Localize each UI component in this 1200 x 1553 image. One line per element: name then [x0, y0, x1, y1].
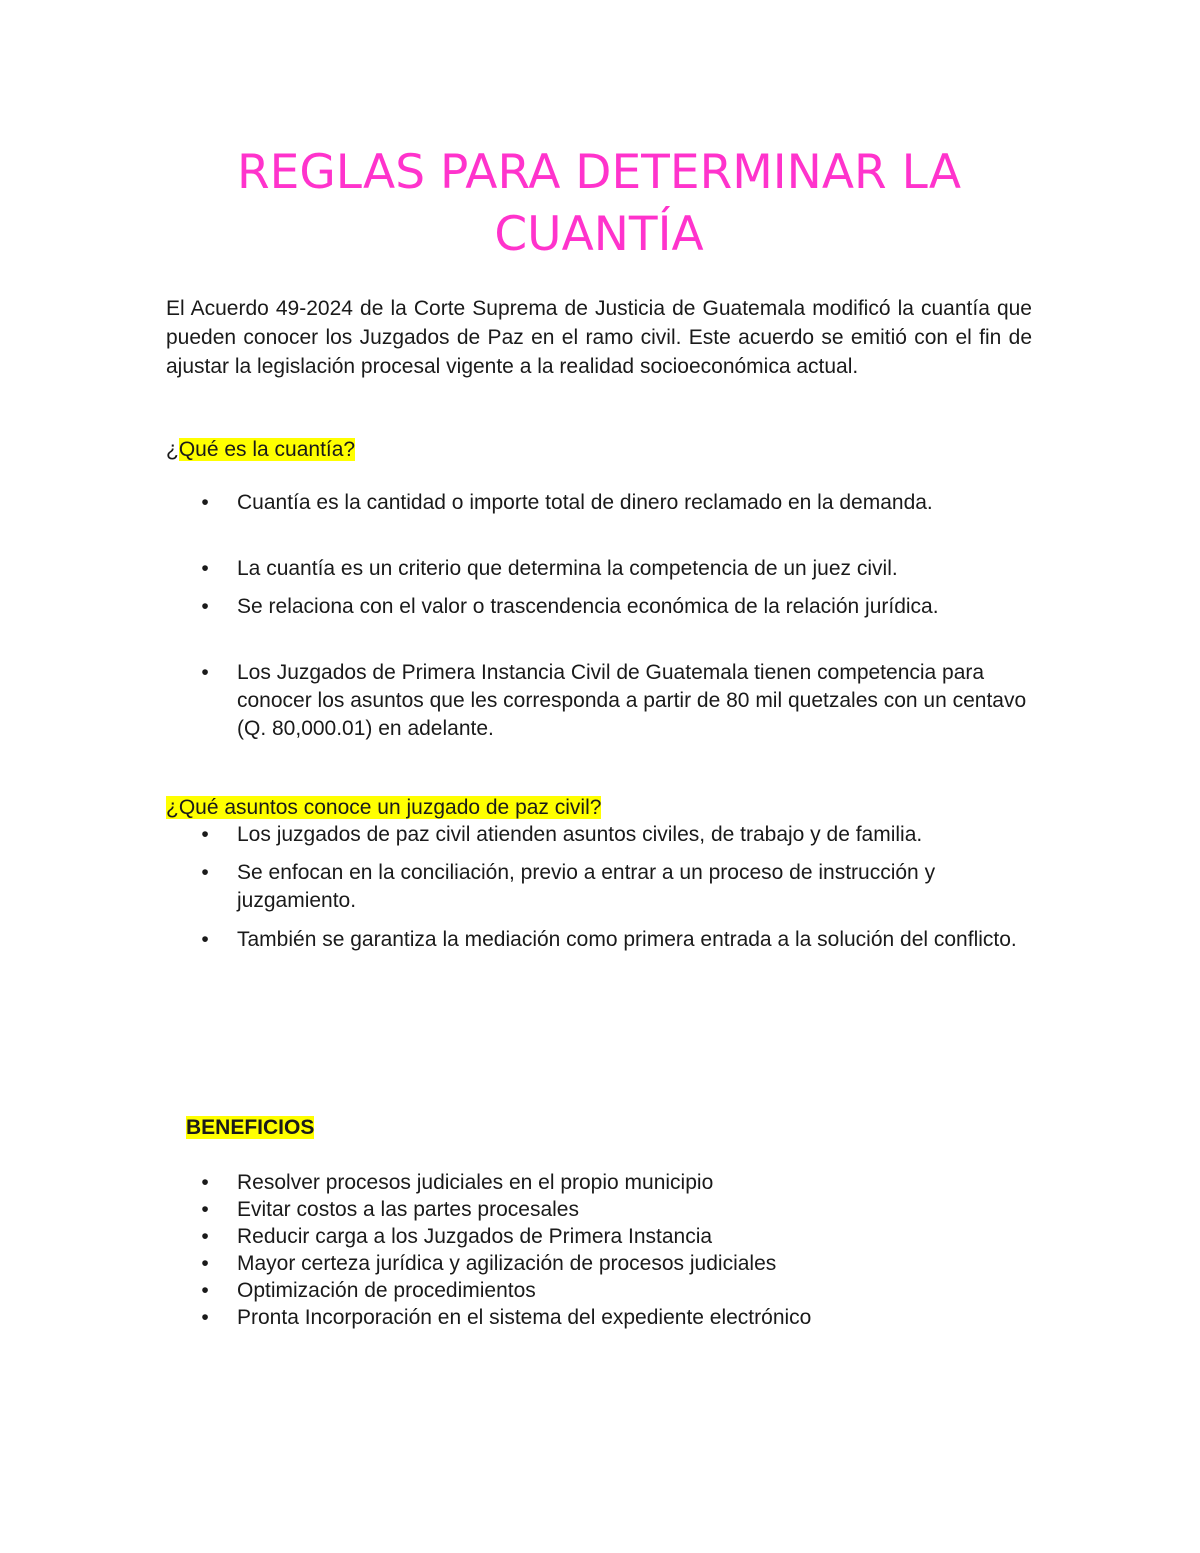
bullet-icon: •	[201, 1171, 209, 1194]
list-item-text: Mayor certeza jurídica y agilización de procesos judiciales	[237, 1252, 777, 1275]
list-item-text: Los Juzgados de Primera Instancia Civil de Guatemala tienen competencia para conocer los asuntos que les corresponda a partir de 80 mil quetzales con un centavo (Q. 80,000.01) en adelante.	[237, 661, 1027, 740]
bullet-icon: •	[201, 1252, 209, 1275]
list-item-text: Los juzgados de paz civil atienden asuntos civiles, de trabajo y de familia.	[237, 823, 923, 846]
list-item-text: También se garantiza la mediación como primera entrada a la solución del conflicto.	[237, 928, 1017, 951]
section1-question-highlight: Qué es la cuantía?	[178, 438, 356, 461]
bullet-icon: •	[201, 557, 209, 580]
list-item-text: Optimización de procedimientos	[237, 1279, 536, 1302]
bullet-icon: •	[201, 1198, 209, 1221]
list-item-text: Cuantía es la cantidad o importe total de dinero reclamado en la demanda.	[237, 491, 933, 514]
bullet-icon: •	[201, 661, 209, 684]
list-item-text: Evitar costos a las partes procesales	[237, 1198, 579, 1221]
section1-question	[166, 436, 355, 464]
list-item-text: Reducir carga a los Juzgados de Primera Instancia	[237, 1225, 713, 1248]
document-title: REGLAS PARA DETERMINAR LA CUANTÍA	[237, 145, 961, 262]
list-item-text: Se relaciona con el valor o trascendencia económica de la relación jurídica.	[237, 595, 939, 618]
benefits-heading	[186, 1114, 314, 1142]
list-item-text: Pronta Incorporación en el sistema del expediente electrónico	[237, 1306, 812, 1329]
bullet-icon: •	[201, 1279, 209, 1302]
benefits-heading-highlight: BENEFICIOS	[186, 1116, 315, 1139]
section2-question-highlight: ¿Qué asuntos conoce un juzgado de paz civil?	[166, 796, 602, 819]
bullet-icon: •	[201, 1306, 209, 1329]
bullet-icon: •	[201, 928, 209, 951]
bullet-icon: •	[201, 491, 209, 514]
intro-paragraph: El Acuerdo 49-2024 de la Corte Suprema de Justicia de Guatemala modificó la cuantía que pueden conocer los Juzgados de Paz en el ramo civil. Este acuerdo se emitió con el fin de ajustar la legislación procesal vigente a la realidad socioeconómica actual.	[166, 297, 1032, 378]
list-item-text: Se enfocan en la conciliación, previo a entrar a un proceso de instrucción y juzgamiento.	[237, 861, 936, 912]
section2-question	[166, 794, 601, 822]
bullet-icon: •	[201, 861, 209, 884]
bullet-icon: •	[201, 823, 209, 846]
bullet-icon: •	[201, 595, 209, 618]
bullet-icon: •	[201, 1225, 209, 1248]
list-item-text: La cuantía es un criterio que determina la competencia de un juez civil.	[237, 557, 898, 580]
list-item-text: Resolver procesos judiciales en el propio municipio	[237, 1171, 714, 1194]
section1-question-prefix: ¿	[166, 438, 179, 461]
